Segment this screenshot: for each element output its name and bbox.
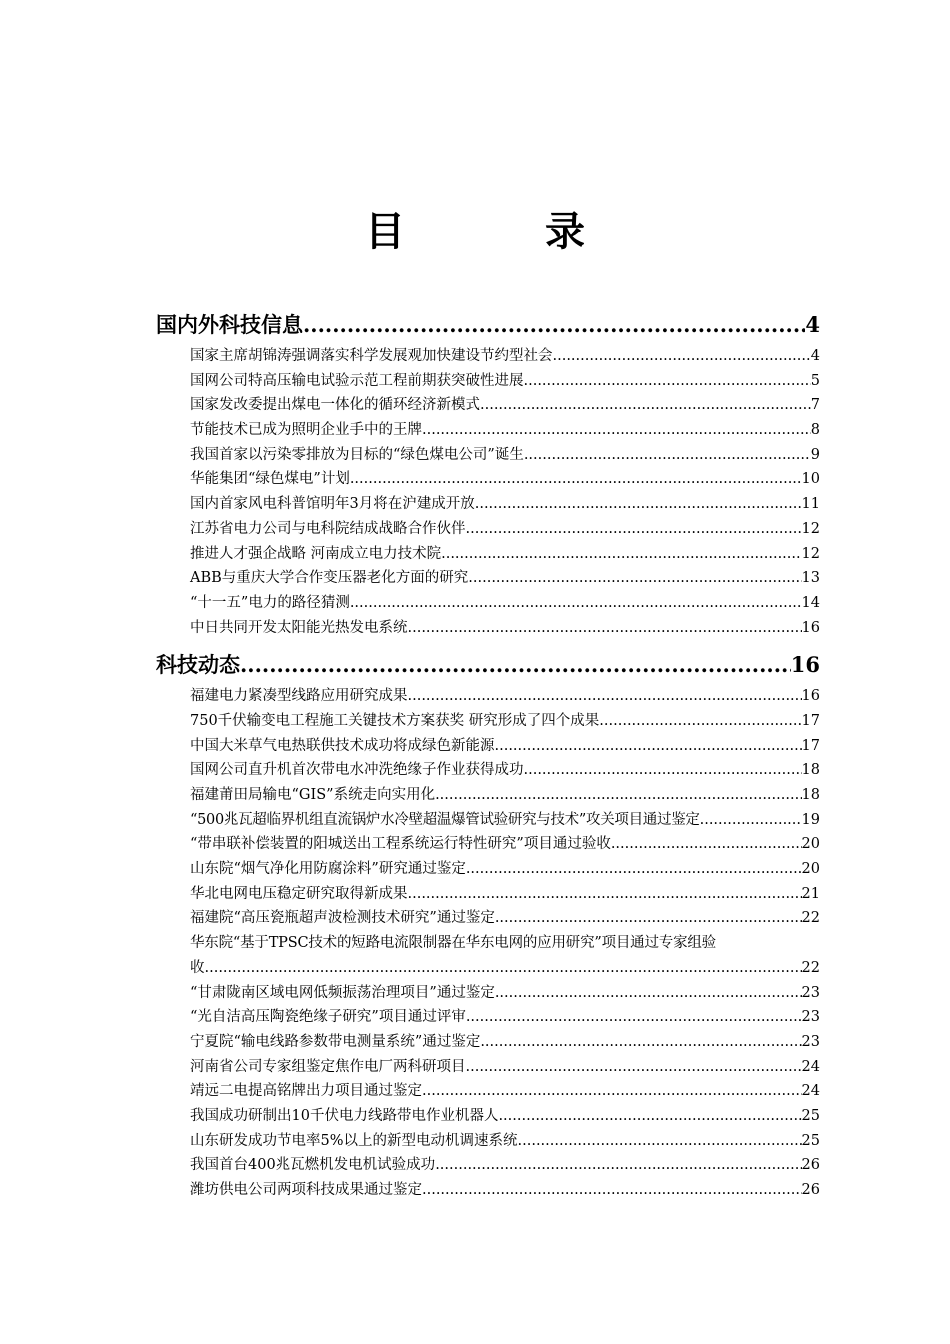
- toc-entry-label: 国家发改委提出煤电一体化的循环经济新模式: [190, 397, 480, 414]
- toc-entry-label: 国网公司直升机首次带电水冲洗绝缘子作业获得成功: [190, 762, 524, 779]
- toc-leader: [553, 344, 811, 369]
- toc-entry-label: 华东院“基于TPSC技术的短路电流限制器在华东电网的应用研究”项目通过专家组验: [190, 935, 716, 952]
- toc-leader: [441, 542, 801, 567]
- toc-entry-page: 23: [801, 1009, 820, 1026]
- toc-entry[interactable]: [156, 783, 820, 808]
- toc-entry-label: 福建莆田局输电“GIS”系统走向实用化: [190, 787, 436, 803]
- toc-leader: [498, 1104, 801, 1129]
- toc-section-heading[interactable]: [156, 646, 820, 684]
- toc-entry-label: 中国大米草气电热联供技术成功将成绿色新能源: [190, 737, 495, 754]
- toc-leader: [408, 684, 802, 709]
- toc-leader: [408, 882, 802, 907]
- page-title: [0, 200, 950, 257]
- toc-entry-page: 24: [801, 1083, 820, 1100]
- toc-entry[interactable]: [156, 517, 820, 542]
- toc-entry-page: 22: [801, 910, 820, 927]
- toc-entry[interactable]: [156, 1153, 820, 1178]
- toc-entry-page: 20: [801, 836, 820, 853]
- toc-leader: [466, 517, 802, 542]
- title-char-2: 录: [545, 208, 585, 255]
- toc-entry[interactable]: [156, 393, 820, 418]
- toc-section-label: 国内外科技信息: [156, 312, 303, 337]
- toc-entry-label: 国网公司特高压输电试验示范工程前期获突破性进展: [190, 372, 524, 389]
- toc-entry-page: 26: [801, 1182, 820, 1198]
- toc-leader: [350, 591, 802, 616]
- toc-entry[interactable]: [156, 616, 820, 641]
- toc-entry-page: 11: [801, 496, 820, 513]
- toc-entry[interactable]: [156, 418, 820, 443]
- toc-entry-page: 12: [801, 520, 820, 537]
- toc-entry[interactable]: [156, 906, 820, 931]
- toc-leader: [495, 906, 802, 931]
- toc-leader: [303, 306, 805, 344]
- toc-entry[interactable]: [156, 734, 820, 759]
- toc-entry-label: “光自洁高压陶瓷绝缘子研究”项目通过评审: [190, 1009, 466, 1026]
- toc-entry-label: 750千伏输变电工程施工关键技术方案获奖 研究形成了四个成果: [190, 712, 600, 729]
- toc-entry[interactable]: [156, 931, 820, 980]
- toc-entry-page: 9: [810, 446, 820, 463]
- toc-entry-page: 12: [801, 545, 820, 562]
- toc-entry-label: ABB与重庆大学合作变压器老化方面的研究: [190, 570, 469, 587]
- toc-entry[interactable]: [156, 808, 820, 833]
- toc-entry-label: 山东研发成功节电率5%以上的新型电动机调速系统: [190, 1132, 518, 1149]
- toc-entry-page: 17: [801, 737, 820, 754]
- toc-entry[interactable]: [156, 344, 820, 369]
- toc-entry[interactable]: [156, 1055, 820, 1080]
- toc-entry-label: 福建院“高压瓷瓶超声波检测技术研究”通过鉴定: [190, 910, 495, 927]
- toc-entry[interactable]: [156, 542, 820, 567]
- toc-entry[interactable]: [156, 1104, 820, 1129]
- table-of-contents: [156, 306, 820, 1203]
- toc-entry-label: 江苏省电力公司与电科院结成战略合作伙伴: [190, 520, 466, 537]
- toc-entry[interactable]: [156, 591, 820, 616]
- toc-entry-label: 我国成功研制出10千伏电力线路带电作业机器人: [190, 1107, 499, 1124]
- toc-entry[interactable]: [156, 467, 820, 492]
- toc-entry-page: 22: [801, 959, 820, 976]
- toc-section-page: 16: [790, 652, 820, 678]
- toc-entry-page: 25: [801, 1107, 820, 1124]
- toc-leader: [475, 492, 802, 517]
- toc-entry-page: 14: [801, 594, 820, 611]
- toc-entry[interactable]: [156, 857, 820, 882]
- toc-entry[interactable]: [156, 1129, 820, 1154]
- toc-entry-page: 23: [801, 1033, 820, 1050]
- toc-entry-label: 中日共同开发太阳能光热发电系统: [190, 619, 408, 636]
- toc-entry-label: “带串联补偿装置的阳城送出工程系统运行特性研究”项目通过验收: [190, 836, 611, 853]
- toc-entry-label: 靖远二电提高铭牌出力项目通过鉴定: [190, 1083, 422, 1100]
- toc-entry-label: 国家主席胡锦涛强调落实科学发展观加快建设节约型社会: [190, 348, 553, 364]
- toc-entry-page: 21: [801, 885, 820, 902]
- toc-entry-label-continued: 收: [190, 959, 205, 976]
- toc-entry-page: 7: [810, 397, 820, 414]
- toc-entry-page: 18: [801, 762, 820, 779]
- toc-entry-label: “500兆瓦超临界机组直流锅炉水冷壁超温爆管试验研究与技术”攻关项目通过鉴定: [190, 811, 700, 828]
- toc-entry-page: 13: [801, 570, 820, 587]
- toc-entry-page: 16: [801, 619, 820, 636]
- toc-entry[interactable]: [156, 981, 820, 1006]
- toc-leader: [524, 758, 802, 783]
- toc-entry-label: 华北电网电压稳定研究取得新成果: [190, 885, 408, 902]
- toc-entry[interactable]: [156, 1178, 820, 1203]
- toc-entry-label: “十一五”电力的路径猜测: [190, 594, 350, 611]
- toc-leader: [495, 981, 802, 1006]
- toc-entry[interactable]: [156, 492, 820, 517]
- toc-entry-label: “甘肃陇南区域电网低频振荡治理项目”通过鉴定: [190, 984, 495, 1001]
- toc-leader: [422, 1178, 802, 1203]
- toc-entry-label: 宁夏院“输电线路参数带电测量系统”通过鉴定: [190, 1033, 481, 1050]
- toc-leader: [466, 1005, 802, 1030]
- toc-entry-label: 华能集团“绿色煤电”计划: [190, 471, 350, 488]
- toc-section-label: 科技动态: [156, 652, 240, 678]
- toc-entry-page: 8: [810, 422, 820, 439]
- toc-entry[interactable]: [156, 369, 820, 394]
- toc-leader: [466, 1055, 802, 1080]
- toc-entry-page: 19: [801, 811, 820, 828]
- toc-entry[interactable]: [156, 758, 820, 783]
- toc-leader: [435, 783, 801, 808]
- toc-leader: [422, 418, 811, 443]
- toc-entry[interactable]: [156, 1005, 820, 1030]
- toc-entry-label: 山东院“烟气净化用防腐涂料”研究通过鉴定: [190, 861, 466, 878]
- toc-entry[interactable]: [156, 832, 820, 857]
- toc-leader: [518, 1129, 802, 1154]
- toc-entry-label: 节能技术已成为照明企业手中的王牌: [190, 422, 422, 439]
- toc-leader: [599, 709, 801, 734]
- toc-entry-label: 河南省公司专家组鉴定焦作电厂两科研项目: [190, 1058, 466, 1075]
- toc-leader: [422, 1079, 802, 1104]
- toc-entry[interactable]: [156, 882, 820, 907]
- toc-entry-label: 我国首台400兆瓦燃机发电机试验成功: [190, 1157, 436, 1174]
- toc-leader: [466, 857, 802, 882]
- toc-leader: [435, 1153, 801, 1178]
- toc-entry-page: 4: [810, 348, 820, 364]
- toc-entry-page: 10: [801, 471, 820, 488]
- toc-entry-label: 我国首家以污染零排放为目标的“绿色煤电公司”诞生: [190, 446, 524, 463]
- toc-entry-label: 国内首家风电科普馆明年3月将在沪建成开放: [190, 496, 475, 513]
- toc-entry[interactable]: [156, 1030, 820, 1055]
- toc-leader: [611, 832, 802, 857]
- toc-entry-page: 17: [801, 712, 820, 729]
- toc-leader: [495, 734, 802, 759]
- toc-entry-label: 福建电力紧凑型线路应用研究成果: [190, 688, 408, 705]
- toc-entry-page: 23: [801, 984, 820, 1001]
- toc-leader: [408, 616, 802, 641]
- toc-entry-label: 推进人才强企战略 河南成立电力技术院: [190, 545, 442, 562]
- toc-leader: [700, 808, 802, 833]
- toc-leader: [350, 467, 802, 492]
- toc-entry-page: 26: [801, 1157, 820, 1174]
- toc-leader: [240, 646, 791, 684]
- toc-entry[interactable]: [156, 443, 820, 468]
- toc-entry-page: 18: [801, 787, 820, 803]
- toc-section-heading[interactable]: [156, 306, 820, 344]
- toc-entry-page: 5: [810, 372, 820, 389]
- toc-entry[interactable]: [156, 566, 820, 591]
- toc-entry[interactable]: [156, 684, 820, 709]
- toc-leader: [480, 1030, 801, 1055]
- title-char-1: 目: [365, 208, 405, 255]
- toc-leader: [524, 369, 811, 394]
- toc-entry[interactable]: [156, 709, 820, 734]
- toc-leader: [480, 393, 811, 418]
- toc-entry-label: 潍坊供电公司两项科技成果通过鉴定: [190, 1182, 422, 1198]
- toc-leader: [524, 443, 811, 468]
- toc-entry-page: 16: [801, 688, 820, 705]
- toc-entry-page: 20: [801, 861, 820, 878]
- toc-section-page: 4: [805, 312, 820, 337]
- toc-entry[interactable]: [156, 1079, 820, 1104]
- toc-leader: [205, 956, 802, 981]
- toc-entry-page: 25: [801, 1132, 820, 1149]
- toc-entry-page: 24: [801, 1058, 820, 1075]
- toc-leader: [468, 566, 801, 591]
